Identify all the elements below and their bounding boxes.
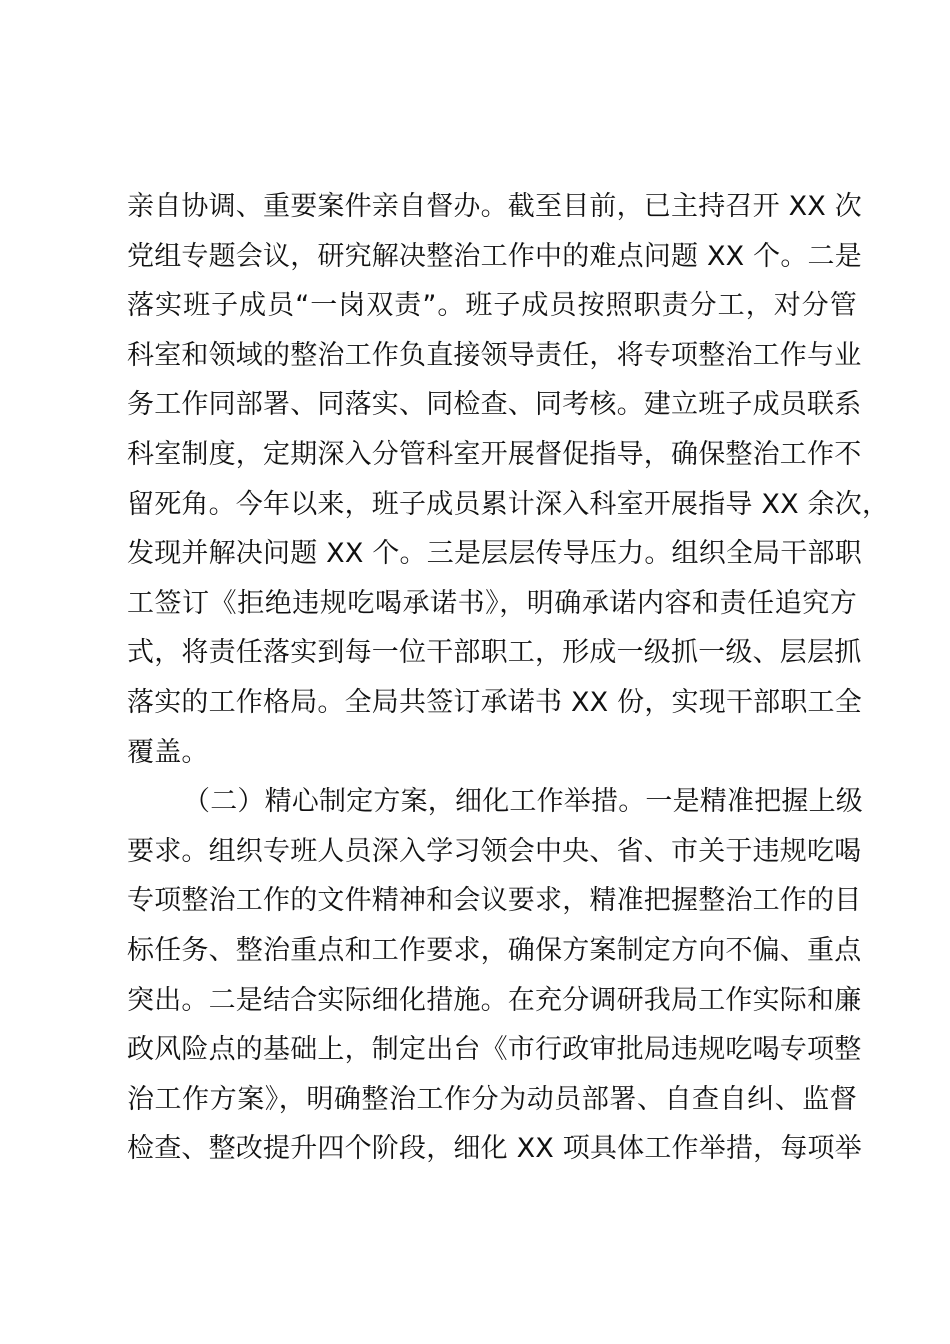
text-line: 落实的工作格局。全局共签订承诺书 XX 份，实现干部职工全 — [127, 686, 862, 718]
text-line: 检查、整改提升四个阶段，细化 XX 项具体工作举措，每项举 — [127, 1133, 862, 1165]
text-line: 标任务、整治重点和工作要求，确保方案制定方向不偏、重点 — [127, 934, 862, 966]
text-line: 科室制度，定期深入分管科室开展督促指导，确保整治工作不 — [127, 438, 862, 470]
text-line: 党组专题会议，研究解决整治工作中的难点问题 XX 个。二是 — [127, 240, 862, 272]
section-heading-line: （二）精心制定方案，细化工作举措。一是精准把握上级 — [183, 786, 863, 818]
text-line: 务工作同部署、同落实、同检查、同考核。建立班子成员联系 — [127, 389, 862, 421]
text-line: 要求。组织专班人员深入学习领会中央、省、市关于违规吃喝 — [127, 835, 862, 867]
body-text — [127, 182, 890, 1174]
text-line: 亲自协调、重要案件亲自督办。截至目前，已主持召开 XX 次 — [127, 191, 862, 222]
text-line: 突出。二是结合实际细化措施。在充分调研我局工作实际和廉 — [127, 984, 862, 1016]
text-line: 覆盖。 — [127, 736, 209, 768]
text-line: 专项整治工作的文件精神和会议要求，精准把握整治工作的目 — [127, 885, 862, 917]
text-line: 治工作方案》，明确整治工作分为动员部署、自查自纠、监督 — [127, 1083, 857, 1115]
text-line: 科室和领域的整治工作负直接领导责任，将专项整治工作与业 — [127, 339, 862, 371]
text-line: 式，将责任落实到每一位干部职工，形成一级抓一级、层层抓 — [127, 637, 862, 669]
text-line: 工签订《拒绝违规吃喝承诺书》，明确承诺内容和责任追究方 — [127, 587, 857, 619]
text-line: 政风险点的基础上，制定出台《市行政审批局违规吃喝专项整 — [127, 1034, 862, 1066]
text-line: 发现并解决问题 XX 个。三是层层传导压力。组织全局干部职 — [127, 538, 862, 570]
text-line: 落实班子成员“一岗双责”。班子成员按照职责分工，对分管 — [127, 290, 857, 322]
text-line: 留死角。今年以来，班子成员累计深入科室开展指导 XX 余次， — [127, 488, 890, 520]
